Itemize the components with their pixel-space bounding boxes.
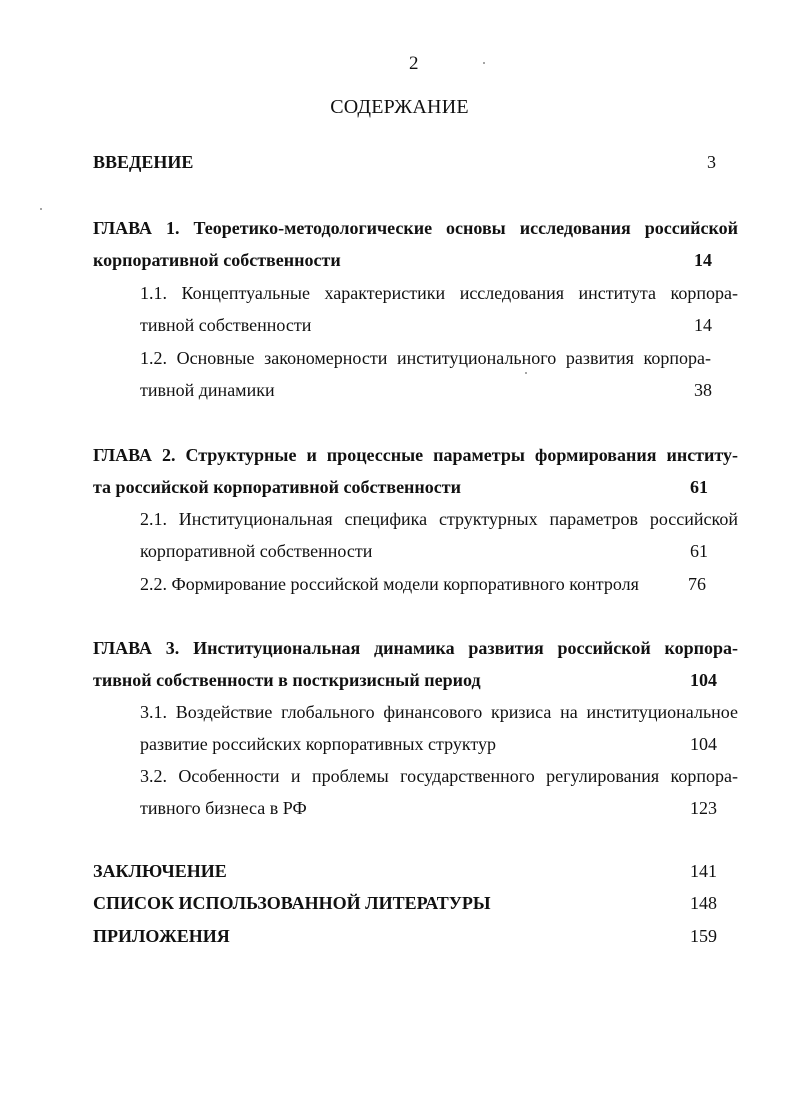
toc-chapter-3-title: ГЛАВА 3. Институциональная динамика развития российской корпора- (93, 638, 738, 658)
toc-title: СОДЕРЖАНИЕ (330, 96, 469, 118)
toc-section-1-1-cont: тивной собственности (140, 315, 312, 335)
toc-entry-references: СПИСОК ИСПОЛЬЗОВАННОЙ ЛИТЕРАТУРЫ (93, 893, 491, 913)
toc-chapter-3-title-cont: тивной собственности в посткризисный период (93, 670, 481, 690)
scan-speck (483, 62, 485, 64)
toc-page-intro: 3 (707, 152, 716, 172)
toc-section-2-1: 2.1. Институциональная специфика структурных параметров российской (140, 509, 738, 529)
toc-section-1-2: 1.2. Основные закономерности институционального развития корпора- (140, 348, 711, 368)
toc-section-3-1-cont: развитие российских корпоративных структур (140, 734, 496, 754)
toc-page-section-2-1: 61 (690, 541, 708, 561)
toc-section-1-2-cont: тивной динамики (140, 380, 275, 400)
toc-page-section-3-2: 123 (690, 798, 717, 818)
toc-section-3-1: 3.1. Воздействие глобального финансового кризиса на институциональное (140, 702, 738, 722)
toc-page-conclusion: 141 (690, 861, 717, 881)
page-number: 2 (409, 53, 419, 74)
scan-speck (525, 372, 527, 374)
toc-page-chapter-1: 14 (694, 250, 712, 270)
toc-page-references: 148 (690, 893, 717, 913)
toc-chapter-1-title: ГЛАВА 1. Теоретико-методологические основы исследования российской (93, 218, 738, 238)
toc-page-appendices: 159 (690, 926, 717, 946)
toc-section-3-2: 3.2. Особенности и проблемы государственного регулирования корпора- (140, 766, 738, 786)
toc-page-section-3-1: 104 (690, 734, 717, 754)
toc-chapter-1-title-cont: корпоративной собственности (93, 250, 341, 270)
toc-page-chapter-3: 104 (690, 670, 717, 690)
toc-chapter-2-title-cont: та российской корпоративной собственности (93, 477, 461, 497)
toc-page-chapter-2: 61 (690, 477, 708, 497)
toc-page-section-1-2: 38 (694, 380, 712, 400)
scan-speck (40, 208, 42, 210)
toc-section-2-1-cont: корпоративной собственности (140, 541, 373, 561)
toc-entry-intro: ВВЕДЕНИЕ (93, 152, 194, 172)
toc-section-3-2-cont: тивного бизнеса в РФ (140, 798, 307, 818)
toc-page-section-1-1: 14 (694, 315, 712, 335)
toc-entry-appendices: ПРИЛОЖЕНИЯ (93, 926, 230, 946)
toc-page-section-2-2: 76 (688, 574, 706, 594)
toc-section-2-2: 2.2. Формирование российской модели корпоративного контроля (140, 574, 639, 594)
toc-section-1-1: 1.1. Концептуальные характеристики исследования института корпора- (140, 283, 738, 303)
toc-entry-conclusion: ЗАКЛЮЧЕНИЕ (93, 861, 227, 881)
toc-chapter-2-title: ГЛАВА 2. Структурные и процессные параметры формирования институ- (93, 445, 738, 465)
